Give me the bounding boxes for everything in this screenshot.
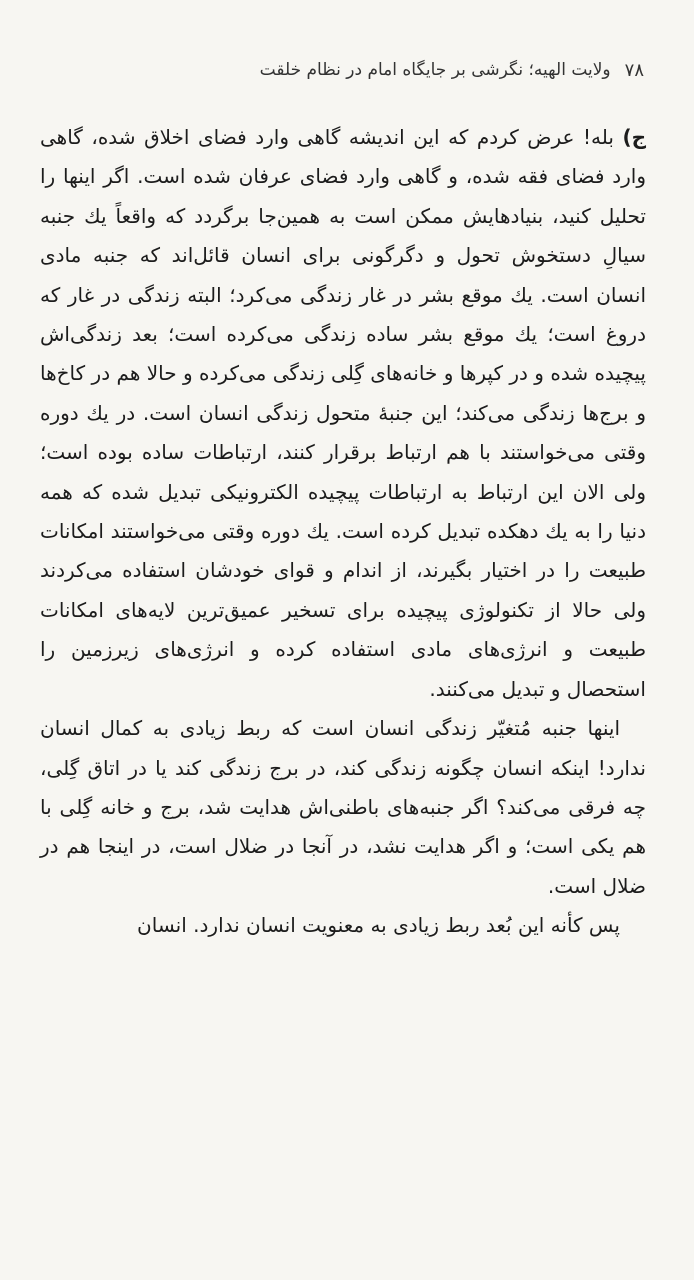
- answer-marker: ج): [622, 125, 646, 149]
- paragraph-1-text: بله! عرض کردم که این اندیشه گاهی وارد فضای اخلاق شده، گاهی وارد فضای فقه شده، و گاهی وارد فضای عرفان شده است. اگر اینها را تحلیل کنید، بنیادهایش ممکن است به همین‌جا برگردد که واقعاً یك جنبه سیالِ دستخوش تحول و دگرگونی برای انسان قائل‌اند که جنبه مادی انسان است. یك موقع بشر در غار زندگی می‌کرد؛ البته زندگی در غار که دروغ است؛ یك موقع بشر ساده زندگی می‌کرده است؛ بعد زندگی‌اش پیچیده شده و در کپرها و خانه‌های گِلی زندگی می‌کرده و حالا هم در کاخ‌ها و برج‌ها زندگی می‌کند؛ این جنبهٔ متحول زندگی انسان است. در یك دوره وقتی می‌خواستند با هم ارتباط برقرار کنند، ارتباطات ساده بوده است؛ ولی الان این ارتباط به ارتباطات پیچیده الکترونیکی تبدیل شده که همه دنیا را به یك دهکده تبدیل کرده است. یك دوره وقتی می‌خواستند امکانات طبیعت را در اختیار بگیرند، از اندام و قوای خودشان استفاده می‌کردند ولی حالا از تکنولوژی پیچیده برای تسخیر عمیق‌ترین لایه‌های امکانات طبیعت و انرژی‌های مادی استفاده کرده و انرژی‌های زیرزمین را استحصال و تبدیل می‌کنند.: [40, 125, 646, 701]
- running-header: [40, 50, 644, 90]
- body-text: [40, 118, 646, 946]
- book-title: ولایت الهیه؛ نگرشی بر جایگاه امام در نظام خلقت: [259, 60, 611, 80]
- page-number: ۷۸: [624, 59, 644, 81]
- paragraph-1: [40, 118, 646, 709]
- paragraph-3: پس کأنه این بُعد ربط زیادی به معنویت انسان ندارد. انسان: [137, 913, 620, 938]
- paragraph-2: اینها جنبه مُتغیّر زندگی انسان است که ربط زیادی به کمال انسان ندارد! اینکه انسان چگونه زندگی کند، در برج زندگی کند یا در اتاق گِلی، چه فرقی می‌کند؟ اگر جنبه‌های باطنی‌اش هدایت شد، برج و خانه گِلی با هم یکی است؛ و اگر هدایت نشد، در آنجا در ضلال است، در اینجا هم در ضلال است.: [40, 716, 646, 898]
